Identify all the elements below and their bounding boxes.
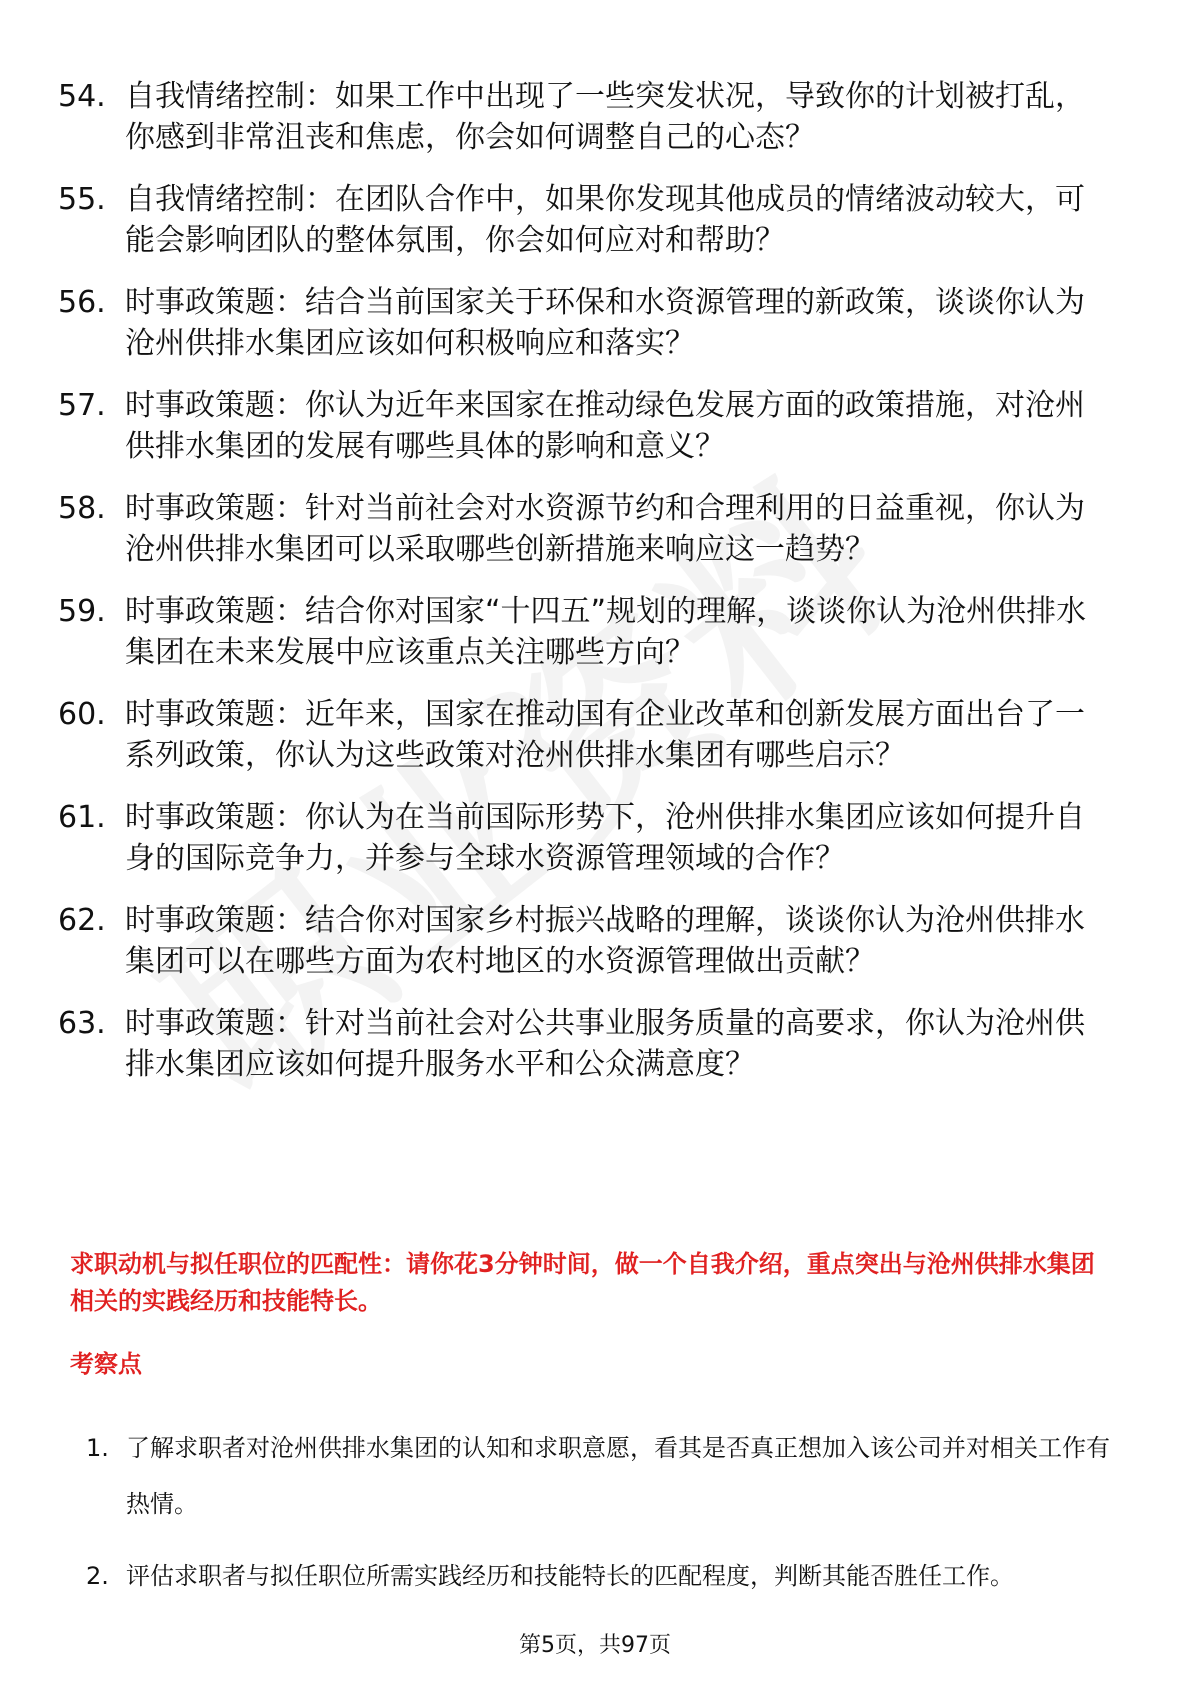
point-text: 评估求职者与拟任职位所需实践经历和技能特长的匹配程度，判断其能否胜任工作。 bbox=[126, 1562, 1014, 1590]
question-text: 自我情绪控制：在团队合作中，如果你发现其他成员的情绪波动较大，可能会影响团队的整体氛围，你会如何应对和帮助？ bbox=[125, 182, 1085, 258]
question-text: 时事政策题：近年来，国家在推动国有企业改革和创新发展方面出台了一系列政策，你认为这些政策对沧州供排水集团有哪些启示？ bbox=[125, 697, 1085, 773]
question-item bbox=[58, 900, 1108, 982]
question-item bbox=[58, 694, 1108, 776]
evaluation-point bbox=[86, 1420, 1126, 1532]
question-number: 63. bbox=[58, 1006, 106, 1041]
question-text: 时事政策题：针对当前社会对水资源节约和合理利用的日益重视，你认为沧州供排水集团可以采取哪些创新措施来响应这一趋势？ bbox=[125, 491, 1085, 567]
evaluation-points-label: 考察点 bbox=[70, 1350, 142, 1378]
evaluation-point bbox=[86, 1548, 1126, 1604]
question-item bbox=[58, 385, 1108, 467]
question-number: 55. bbox=[58, 182, 106, 217]
question-item bbox=[58, 797, 1108, 879]
question-number: 58. bbox=[58, 491, 106, 526]
question-text: 自我情绪控制：如果工作中出现了一些突发状况，导致你的计划被打乱，你感到非常沮丧和焦虑，你会如何调整自己的心态？ bbox=[125, 79, 1085, 155]
question-item bbox=[58, 488, 1108, 570]
question-text: 时事政策题：结合当前国家关于环保和水资源管理的新政策，谈谈你认为沧州供排水集团应该如何积极响应和落实？ bbox=[125, 285, 1085, 361]
question-text: 时事政策题：结合你对国家乡村振兴战略的理解，谈谈你认为沧州供排水集团可以在哪些方面为农村地区的水资源管理做出贡献？ bbox=[125, 903, 1085, 979]
section-heading: 求职动机与拟任职位的匹配性：请你花3分钟时间，做一个自我介绍，重点突出与沧州供排水集团相关的实践经历和技能特长。 bbox=[70, 1250, 1095, 1315]
question-number: 59. bbox=[58, 594, 106, 629]
question-item bbox=[58, 1003, 1108, 1085]
question-item bbox=[58, 179, 1108, 261]
question-item bbox=[58, 591, 1108, 673]
question-text: 时事政策题：针对当前社会对公共事业服务质量的高要求，你认为沧州供排水集团应该如何提升服务水平和公众满意度？ bbox=[125, 1006, 1085, 1082]
question-number: 56. bbox=[58, 285, 106, 320]
question-item bbox=[58, 76, 1108, 158]
question-number: 54. bbox=[58, 79, 106, 114]
question-number: 62. bbox=[58, 903, 106, 938]
question-item bbox=[58, 282, 1108, 364]
question-text: 时事政策题：结合你对国家“十四五”规划的理解，谈谈你认为沧州供排水集团在未来发展中应该重点关注哪些方向？ bbox=[125, 594, 1087, 670]
question-text: 时事政策题：你认为近年来国家在推动绿色发展方面的政策措施，对沧州供排水集团的发展有哪些具体的影响和意义？ bbox=[125, 388, 1085, 464]
question-number: 61. bbox=[58, 800, 106, 835]
question-number: 57. bbox=[58, 388, 106, 423]
question-list bbox=[58, 76, 1108, 1106]
page-footer: 第5页，共97页 bbox=[519, 1633, 671, 1658]
point-number: 2. bbox=[86, 1562, 109, 1590]
evaluation-points-list bbox=[86, 1420, 1126, 1620]
question-text: 时事政策题：你认为在当前国际形势下，沧州供排水集团应该如何提升自身的国际竞争力，并参与全球水资源管理领域的合作？ bbox=[125, 800, 1085, 876]
point-text: 了解求职者对沧州供排水集团的认知和求职意愿，看其是否真正想加入该公司并对相关工作有热情。 bbox=[126, 1434, 1110, 1518]
point-number: 1. bbox=[86, 1434, 109, 1462]
question-number: 60. bbox=[58, 697, 106, 732]
